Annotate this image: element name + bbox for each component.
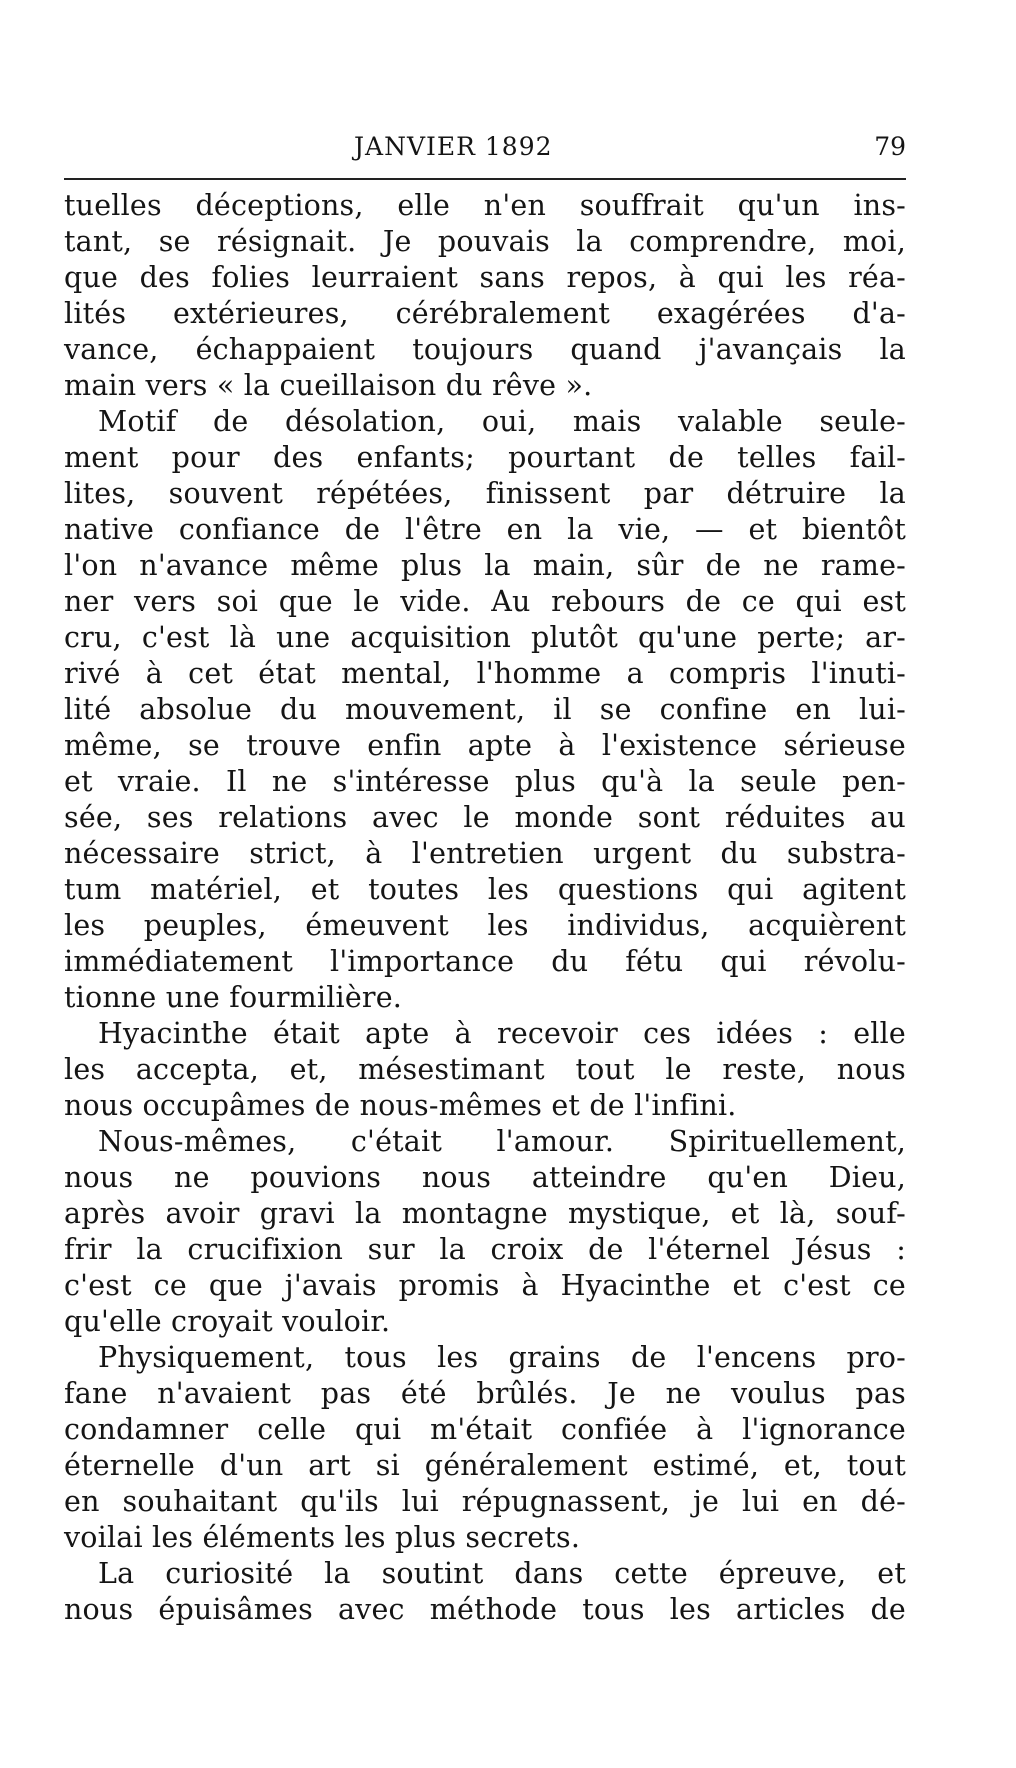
text-line: Hyacinthe était apte à recevoir ces idées : elle <box>98 1017 906 1050</box>
paragraph <box>64 1124 906 1340</box>
text-line: native confiance de l'être en la vie, — et bientôt <box>64 513 906 546</box>
text-line: voilai les éléments les plus secrets. <box>64 1521 581 1554</box>
text-line: lites, souvent répétées, finissent par détruire la <box>64 477 906 510</box>
text-line: tionne une fourmilière. <box>64 981 403 1014</box>
text-line: lités extérieures, cérébralement exagérées d'a- <box>64 297 906 330</box>
paragraph <box>64 188 906 404</box>
text-line: l'on n'avance même plus la main, sûr de ne rame- <box>64 549 906 582</box>
text-line: La curiosité la soutint dans cette épreuve, et <box>98 1557 906 1590</box>
text-line: cru, c'est là une acquisition plutôt qu'une perte; ar- <box>64 621 906 654</box>
text-line: Motif de désolation, oui, mais valable seule- <box>98 405 906 438</box>
text-line: main vers « la cueillaison du rêve ». <box>64 369 593 402</box>
text-line: rivé à cet état mental, l'homme a compris l'inuti- <box>64 657 906 690</box>
text-line: et vraie. Il ne s'intéresse plus qu'à la seule pen- <box>64 765 906 798</box>
text-line: nécessaire strict, à l'entretien urgent du substra- <box>64 837 906 870</box>
text-line: vance, échappaient toujours quand j'avançais la <box>64 333 906 366</box>
text-line: après avoir gravi la montagne mystique, et là, souf- <box>64 1197 906 1230</box>
text-line: les accepta, et, mésestimant tout le reste, nous <box>64 1053 906 1086</box>
text-line: c'est ce que j'avais promis à Hyacinthe et c'est ce <box>64 1269 906 1302</box>
text-line: fane n'avaient pas été brûlés. Je ne voulus pas <box>64 1377 906 1410</box>
paragraph <box>64 1556 906 1628</box>
text-line: nous ne pouvions nous atteindre qu'en Dieu, <box>64 1161 906 1194</box>
text-line: Physiquement, tous les grains de l'encens pro- <box>98 1341 906 1374</box>
paragraph <box>64 1016 906 1124</box>
text-line: que des folies leurraient sans repos, à qui les réa- <box>64 261 906 294</box>
running-header <box>64 128 906 168</box>
body-text <box>64 188 906 1628</box>
text-line: condamner celle qui m'était confiée à l'ignorance <box>64 1413 906 1446</box>
text-line: sée, ses relations avec le monde sont réduites au <box>64 801 906 834</box>
text-line: tant, se résignait. Je pouvais la comprendre, moi, <box>64 225 906 258</box>
text-line: nous occupâmes de nous-mêmes et de l'infini. <box>64 1089 737 1122</box>
text-line: nous épuisâmes avec méthode tous les articles de <box>64 1593 906 1626</box>
text-line: Nous-mêmes, c'était l'amour. Spirituellement, <box>98 1125 906 1158</box>
text-line: tum matériel, et toutes les questions qui agitent <box>64 873 906 906</box>
text-line: les peuples, émeuvent les individus, acquièrent <box>64 909 906 942</box>
text-line: tuelles déceptions, elle n'en souffrait qu'un ins- <box>64 189 906 222</box>
header-rule <box>64 178 906 180</box>
paragraph <box>64 1340 906 1556</box>
text-line: ment pour des enfants; pourtant de telles fail- <box>64 441 906 474</box>
text-line: même, se trouve enfin apte à l'existence sérieuse <box>64 729 906 762</box>
paragraph <box>64 404 906 1016</box>
running-title: JANVIER 1892 <box>354 132 553 161</box>
text-line: ner vers soi que le vide. Au rebours de ce qui est <box>64 585 906 618</box>
text-line: éternelle d'un art si généralement estimé, et, tout <box>64 1449 906 1482</box>
text-line: qu'elle croyait vouloir. <box>64 1305 391 1338</box>
text-line: immédiatement l'importance du fétu qui révolu- <box>64 945 906 978</box>
text-line: frir la crucifixion sur la croix de l'éternel Jésus : <box>64 1233 906 1266</box>
text-line: lité absolue du mouvement, il se confine en lui- <box>64 693 906 726</box>
text-line: en souhaitant qu'ils lui répugnassent, je lui en dé- <box>64 1485 906 1518</box>
page-number: 79 <box>874 132 906 161</box>
